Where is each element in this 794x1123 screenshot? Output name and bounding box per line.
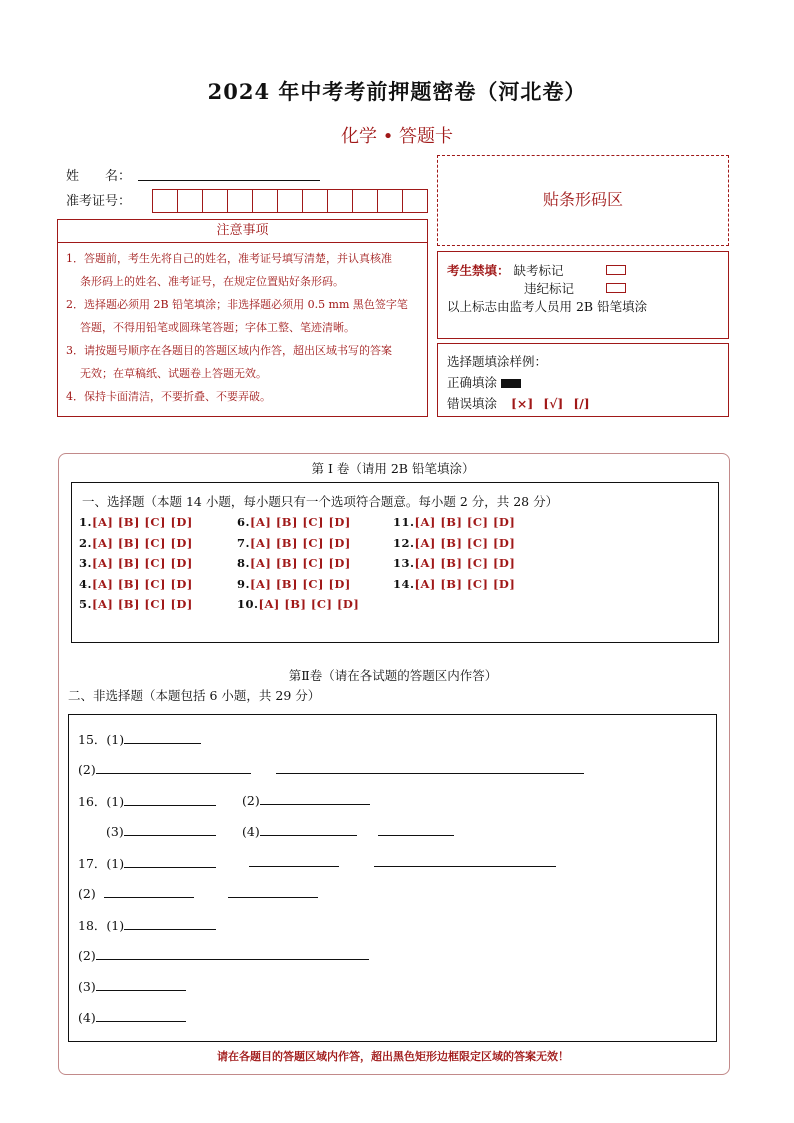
answer-blank[interactable] bbox=[96, 978, 186, 991]
answer-blank[interactable] bbox=[228, 885, 318, 898]
choice-options[interactable]: [A] [B] [C] [D] bbox=[414, 515, 516, 529]
choice-row[interactable] bbox=[79, 597, 193, 618]
q15-1 bbox=[78, 730, 201, 748]
notice-line: 条形码上的姓名、准考证号，在规定位置贴好条形码。 bbox=[80, 275, 344, 288]
answer-blank[interactable] bbox=[260, 792, 370, 805]
choice-options[interactable]: [A] [B] [C] [D] bbox=[92, 576, 193, 591]
prohibit-label: 考生禁填： bbox=[447, 263, 510, 278]
q18-1-label: 18．(1) bbox=[78, 918, 125, 933]
choice-options[interactable]: [A] [B] [C] [D] bbox=[92, 597, 193, 611]
q16-2-label: (2) bbox=[242, 793, 260, 808]
choice-options[interactable]: [A] [B] [C] [D] bbox=[92, 535, 193, 550]
violation-mark[interactable] bbox=[606, 283, 626, 293]
id-digit-cell[interactable] bbox=[227, 189, 253, 213]
answer-blank[interactable] bbox=[96, 1009, 186, 1022]
choice-row[interactable] bbox=[79, 536, 193, 557]
notice-line: 4．保持卡面清洁，不要折叠、不要弄破。 bbox=[66, 390, 271, 403]
correct-label: 正确填涂 bbox=[447, 375, 498, 390]
answer-blank[interactable] bbox=[124, 793, 216, 806]
notice-line: 无效；在草稿纸、试题卷上答题无效。 bbox=[80, 367, 267, 380]
question-number: 12. bbox=[393, 535, 415, 550]
choice-column-2 bbox=[237, 515, 359, 618]
notice-box bbox=[57, 242, 428, 417]
q16-4 bbox=[242, 823, 357, 839]
wrong-mark-3: [/] bbox=[573, 396, 590, 411]
id-digit-cell[interactable] bbox=[177, 189, 203, 213]
footer-warning: 请在各题目的答题区域内作答，超出黑色矩形边框限定区域的答案无效！ bbox=[217, 1050, 569, 1063]
choice-column-1 bbox=[79, 515, 193, 618]
q16-3 bbox=[106, 823, 216, 839]
question-number: 7. bbox=[237, 535, 251, 550]
choice-row[interactable] bbox=[393, 577, 515, 598]
q17-2-label: (2) bbox=[78, 886, 96, 901]
id-digit-cell[interactable] bbox=[352, 189, 378, 213]
id-digit-cell[interactable] bbox=[152, 189, 178, 213]
q18-3 bbox=[78, 978, 186, 994]
question-number: 13. bbox=[393, 556, 415, 570]
choice-options[interactable]: [A] [B] [C] [D] bbox=[92, 515, 193, 529]
prohibit-box bbox=[437, 251, 729, 339]
choice-row[interactable] bbox=[79, 515, 193, 536]
answer-blank[interactable] bbox=[124, 917, 216, 930]
choice-row[interactable] bbox=[237, 515, 359, 536]
choice-options[interactable]: [A] [B] [C] [D] bbox=[92, 556, 193, 570]
choice-section-title: 一、选择题（本题 14 小题，每小题只有一个选项符合题意。每小题 2 分，共 28 分） bbox=[82, 494, 559, 509]
wrong-label: 错误填涂 bbox=[447, 396, 498, 411]
choice-options[interactable]: [A] [B] [C] [D] bbox=[414, 556, 516, 570]
choice-column-3 bbox=[393, 515, 515, 597]
sample-title: 选择题填涂样例： bbox=[447, 354, 548, 369]
subtitle bbox=[0, 122, 794, 148]
id-digit-cell[interactable] bbox=[302, 189, 328, 213]
choice-row[interactable] bbox=[393, 536, 515, 557]
notice-line: 答题，不得用铅笔或圆珠笔答题；字体工整、笔迹清晰。 bbox=[80, 321, 355, 334]
choice-options[interactable]: [A] [B] [C] [D] bbox=[414, 576, 516, 591]
answer-blank[interactable] bbox=[124, 855, 216, 868]
q18-4 bbox=[78, 1009, 186, 1025]
notice-line: 2．选择题必须用 2B 铅笔填涂；非选择题必须用 0.5 mm 黑色签字笔 bbox=[66, 298, 408, 311]
q18-2-label: (2) bbox=[78, 948, 96, 963]
q15-1-label: 15．(1) bbox=[78, 732, 125, 747]
notice-header bbox=[57, 219, 428, 243]
answer-blank[interactable] bbox=[96, 947, 369, 960]
choice-row[interactable] bbox=[237, 597, 359, 618]
barcode-area bbox=[437, 155, 729, 246]
answer-blank[interactable] bbox=[124, 823, 216, 836]
wrong-mark-2: [√] bbox=[543, 396, 564, 411]
notice-body bbox=[58, 243, 427, 408]
name-label: 姓 名： bbox=[66, 169, 132, 184]
barcode-label: 贴条形码区 bbox=[542, 190, 623, 209]
absent-mark[interactable] bbox=[606, 265, 626, 275]
question-number: 8. bbox=[237, 556, 251, 570]
id-digit-cell[interactable] bbox=[277, 189, 303, 213]
choice-row[interactable] bbox=[393, 556, 515, 577]
choice-options[interactable]: [A] [B] [C] [D] bbox=[250, 556, 351, 570]
question-number: 11. bbox=[393, 515, 415, 529]
wrong-mark-1: [×] bbox=[511, 396, 534, 411]
choice-options[interactable]: [A] [B] [C] [D] bbox=[250, 515, 351, 529]
q18-2 bbox=[78, 947, 369, 963]
answer-blank[interactable] bbox=[374, 854, 556, 867]
notice-line: 1．答题前，考生先将自己的姓名，准考证号填写清楚，并认真核准 bbox=[66, 252, 392, 265]
prohibit-note: 以上标志由监考人员用 2B 铅笔填涂 bbox=[447, 299, 648, 314]
part2-heading: 第Ⅱ卷（请在各试题的答题区内作答） bbox=[288, 668, 498, 683]
question-number: 4. bbox=[79, 576, 93, 591]
id-digit-cell[interactable] bbox=[252, 189, 278, 213]
q15-2 bbox=[78, 761, 251, 777]
card-label: 答题卡 bbox=[399, 126, 454, 147]
q15-2-label: (2) bbox=[78, 762, 96, 777]
answer-blank[interactable] bbox=[378, 823, 454, 836]
exam-id-boxes[interactable] bbox=[153, 189, 428, 213]
choice-row[interactable] bbox=[237, 577, 359, 598]
q16-2 bbox=[242, 792, 370, 808]
page-title: 2024 年中考考前押题密卷（河北卷） bbox=[207, 79, 587, 104]
q16-1-label: 16．(1) bbox=[78, 794, 125, 809]
question-number: 5. bbox=[79, 597, 93, 611]
q17-1 bbox=[78, 854, 216, 872]
choice-options[interactable]: [A] [B] [C] [D] bbox=[250, 535, 351, 550]
choice-options[interactable]: [A] [B] [C] [D] bbox=[258, 597, 360, 611]
id-digit-cell[interactable] bbox=[202, 189, 228, 213]
q16-1 bbox=[78, 792, 216, 810]
id-label: 准考证号： bbox=[66, 194, 132, 209]
question-number: 3. bbox=[79, 556, 93, 570]
q18-3-label: (3) bbox=[78, 979, 96, 994]
correct-fill-sample bbox=[501, 379, 521, 388]
question-number: 14. bbox=[393, 576, 415, 591]
answer-blank[interactable] bbox=[124, 731, 201, 744]
dot-separator: • bbox=[382, 126, 394, 147]
id-digit-cell[interactable] bbox=[377, 189, 403, 213]
sample-box bbox=[437, 343, 729, 417]
answer-blank[interactable] bbox=[104, 885, 194, 898]
q17-2 bbox=[78, 885, 194, 901]
question-number: 1. bbox=[79, 515, 93, 529]
q16-4-label: (4) bbox=[242, 824, 260, 839]
id-digit-cell[interactable] bbox=[327, 189, 353, 213]
answer-blank[interactable] bbox=[96, 761, 251, 774]
notice-line: 3．请按题号顺序在各题目的答题区域内作答，超出区域书写的答案 bbox=[66, 344, 392, 357]
choice-row[interactable] bbox=[237, 556, 359, 577]
answer-blank[interactable] bbox=[260, 823, 357, 836]
nonchoice-section-title: 二、非选择题（本题包括 6 小题，共 29 分） bbox=[68, 688, 321, 703]
q17-1-label: 17．(1) bbox=[78, 856, 125, 871]
id-digit-cell[interactable] bbox=[402, 189, 428, 213]
violation-label: 违纪标记 bbox=[524, 281, 575, 296]
subject-label: 化学 bbox=[340, 126, 377, 147]
question-number: 10. bbox=[237, 597, 259, 611]
absent-label: 缺考标记 bbox=[513, 263, 564, 278]
choice-row[interactable] bbox=[237, 536, 359, 557]
answer-blank[interactable] bbox=[276, 761, 584, 774]
question-number: 9. bbox=[237, 576, 251, 591]
question-number: 6. bbox=[237, 515, 251, 529]
question-number: 2. bbox=[79, 535, 93, 550]
part1-heading: 第 I 卷（请用 2B 铅笔填涂） bbox=[311, 461, 475, 476]
name-field[interactable] bbox=[138, 164, 320, 181]
choice-row[interactable] bbox=[79, 577, 193, 598]
q16-3-label: (3) bbox=[106, 824, 124, 839]
answer-blank[interactable] bbox=[249, 854, 339, 867]
choice-row[interactable] bbox=[79, 556, 193, 577]
choice-row[interactable] bbox=[393, 515, 515, 536]
q18-1 bbox=[78, 916, 216, 934]
choice-options[interactable]: [A] [B] [C] [D] bbox=[414, 535, 516, 550]
notice-heading: 注意事项 bbox=[216, 223, 269, 238]
q18-4-label: (4) bbox=[78, 1010, 96, 1025]
choice-options[interactable]: [A] [B] [C] [D] bbox=[250, 576, 351, 591]
